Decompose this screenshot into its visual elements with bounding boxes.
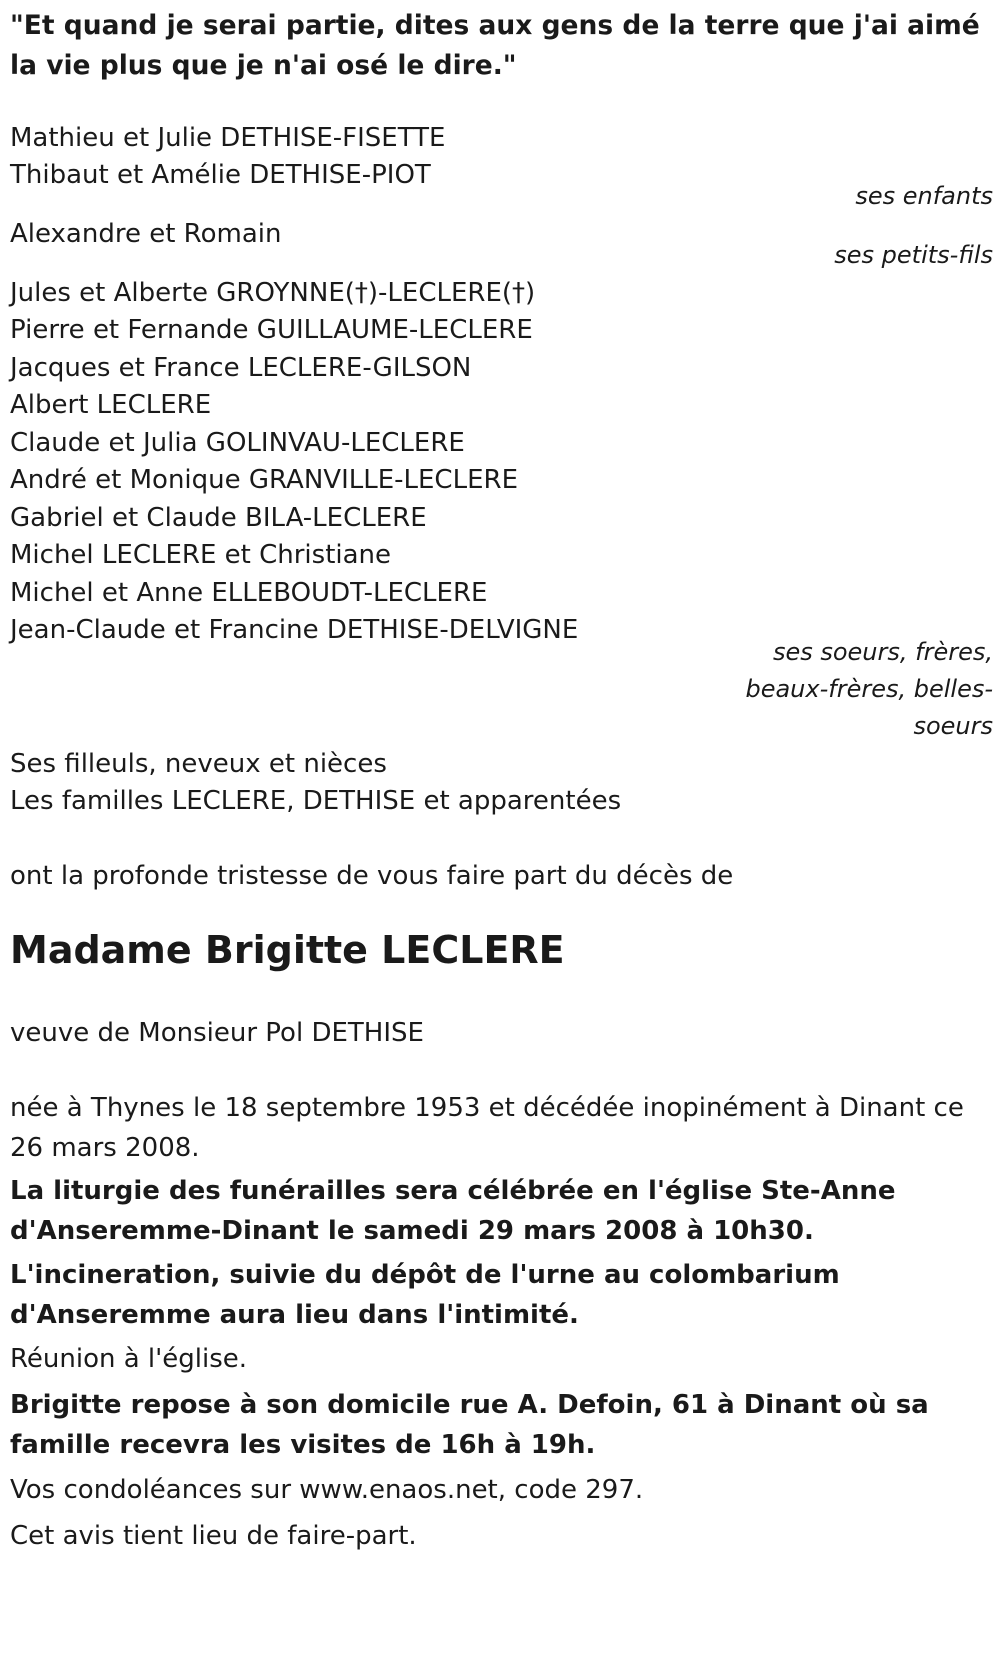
sibling-family-6: André et Monique GRANVILLE-LECLERE [10, 465, 518, 495]
role-grandchildren: ses petits-fils [834, 241, 993, 269]
role-siblings-line-3: soeurs [913, 712, 993, 740]
cremation-details: L'incineration, suivie du dépôt de l'urne au colombarium d'Anseremme aura lieu dans l'intimité. [10, 1260, 840, 1330]
condolences-details: Vos condoléances sur www.enaos.net, code 297. [10, 1475, 644, 1505]
role-children: ses enfants [855, 182, 993, 210]
sibling-family-2: Pierre et Fernande GUILLAUME-LECLERE [10, 315, 533, 345]
notice-statement: Cet avis tient lieu de faire-part. [10, 1521, 417, 1551]
announcement-text: ont la profonde tristesse de vous faire part du décès de [10, 861, 734, 891]
related-families: Les familles LECLERE, DETHISE et apparentées [10, 786, 622, 816]
sibling-family-10: Jean-Claude et Francine DETHISE-DELVIGNE [10, 615, 579, 645]
widow-of: veuve de Monsieur Pol DETHISE [10, 1018, 424, 1048]
godchildren-nephews: Ses filleuls, neveux et nièces [10, 749, 387, 779]
epitaph-quote: "Et quand je serai partie, dites aux gens de la terre que j'ai aimé la vie plus que je n'ai osé le dire." [10, 10, 980, 81]
child-family-1: Mathieu et Julie DETHISE-FISETTE [10, 123, 446, 153]
sibling-family-5: Claude et Julia GOLINVAU-LECLERE [10, 428, 465, 458]
liturgy-details: La liturgie des funérailles sera célébrée en l'église Ste-Anne d'Anseremme-Dinant le samedi 29 mars 2008 à 10h30. [10, 1176, 896, 1246]
role-siblings-line-1: ses soeurs, frères, [772, 638, 993, 666]
role-siblings-line-2: beaux-frères, belles- [745, 675, 993, 703]
sibling-family-4: Albert LECLERE [10, 390, 212, 420]
sibling-family-8: Michel LECLERE et Christiane [10, 540, 392, 570]
sibling-family-9: Michel et Anne ELLEBOUDT-LECLERE [10, 578, 488, 608]
deceased-name: Madame Brigitte LECLERE [10, 928, 565, 972]
sibling-family-3: Jacques et France LECLERE-GILSON [10, 353, 472, 383]
reunion-details: Réunion à l'église. [10, 1344, 248, 1374]
visitation-details: Brigitte repose à son domicile rue A. Defoin, 61 à Dinant où sa famille recevra les visites de 16h à 19h. [10, 1390, 929, 1460]
sibling-family-7: Gabriel et Claude BILA-LECLERE [10, 503, 427, 533]
grandchildren-names: Alexandre et Romain [10, 219, 282, 249]
sibling-family-1: Jules et Alberte GROYNNE(†)-LECLERE(†) [10, 278, 536, 308]
child-family-2: Thibaut et Amélie DETHISE-PIOT [10, 160, 431, 190]
birth-death-details: née à Thynes le 18 septembre 1953 et décédée inopinément à Dinant ce 26 mars 2008. [10, 1093, 964, 1163]
